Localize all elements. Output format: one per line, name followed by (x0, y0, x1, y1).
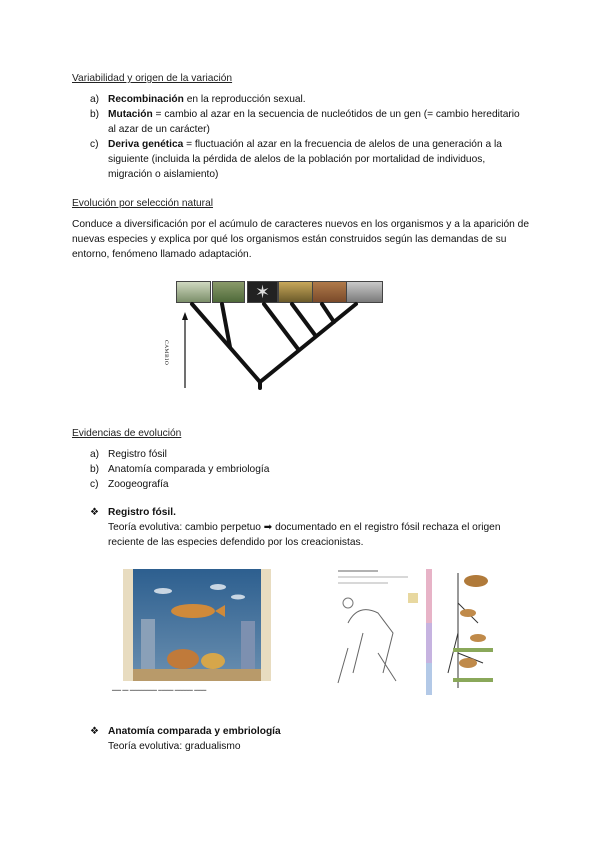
bullet-title: Registro fósil. (108, 507, 176, 518)
list-item-text: Registro fósil (108, 449, 167, 460)
diamond-bullet-icon: ❖ (90, 507, 99, 518)
starfish-icon (248, 282, 277, 302)
variation-list (90, 92, 530, 182)
list-item (90, 137, 530, 182)
term-genetic-drift: Deriva genética (108, 139, 184, 150)
definition-text: = fluctuación al azar en la frecuencia de alelos de una generación a la siguiente (incluida la pérdida de alelos de la población por mortalidad de individuos, migración o aislamiento) (108, 139, 502, 180)
definition-text: = cambio al azar en la secuencia de nucleótidos de un gen (= cambio hereditario al azar de un carácter) (108, 109, 520, 135)
bullet-text: Teoría evolutiva: cambio perpetuo ➡ documentado en el registro fósil rechaza el origen reciente de las especies defendido por los creacionistas. (108, 522, 501, 548)
section-heading-variability: Variabilidad y origen de la variación (72, 73, 233, 84)
list-item (90, 447, 530, 462)
phylogenetic-tree (170, 300, 390, 395)
evidence-list (90, 447, 530, 492)
list-marker: a) (90, 94, 100, 105)
list-marker: a) (90, 449, 100, 460)
fossil-sea-illustration (123, 569, 271, 681)
term-recombination: Recombinación (108, 94, 184, 105)
list-item (90, 462, 530, 477)
list-item (90, 92, 530, 107)
definition-text: en la reproducción sexual. (183, 94, 306, 105)
bullet-title: Anatomía comparada y embriología (108, 726, 281, 737)
list-marker: b) (90, 109, 100, 120)
section-heading-evidence: Evidencias de evolución (72, 428, 182, 439)
list-item (90, 107, 530, 137)
list-marker: c) (90, 139, 99, 150)
list-marker: b) (90, 464, 100, 475)
list-item-text: Zoogeografía (108, 479, 169, 490)
svg-text:✶: ✶ (254, 282, 271, 302)
tree-axis-label: CAMBIO (163, 340, 169, 366)
comparative-anatomy-block (90, 724, 530, 754)
term-mutation: Mutación (108, 109, 153, 120)
fossil-illustration-caption: ━━━ ━━ ━━━━━━━━━ ━━━━━ ━━━━━━ ━━━━ (112, 688, 207, 694)
natural-selection-paragraph: Conduce a diversificación por el acúmulo de caracteres nuevos en los organismos y a la aparición de nuevas especies y explica por qué los organismos están construidos según las demandas de su entorno, fenómeno llamado adaptación. (72, 219, 529, 260)
fossil-record-block (90, 505, 530, 550)
horse-evolution-chart (308, 563, 506, 698)
list-item (90, 477, 530, 492)
list-item-text: Anatomía comparada y embriología (108, 464, 270, 475)
list-marker: c) (90, 479, 99, 490)
bullet-text: Teoría evolutiva: gradualismo (108, 741, 241, 752)
section-heading-natural-selection: Evolución por selección natural (72, 198, 214, 209)
diamond-bullet-icon: ❖ (90, 726, 99, 737)
